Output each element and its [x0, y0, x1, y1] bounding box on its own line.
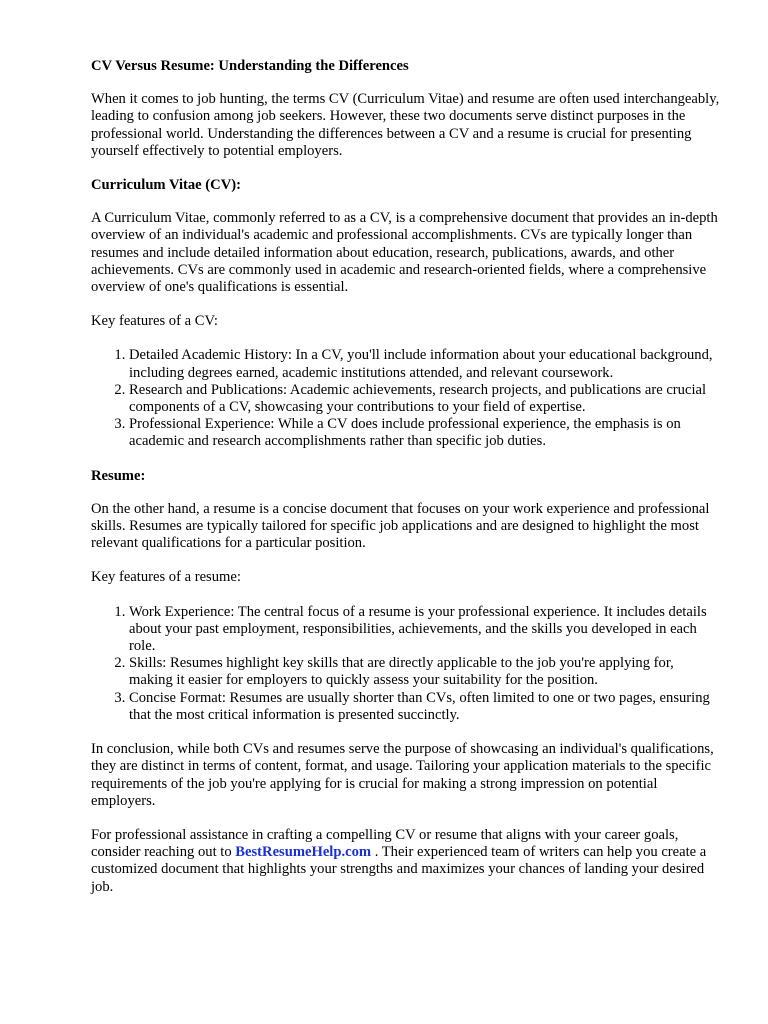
closing-text-before: For professional assistance in crafting a compelling CV or resume that aligns with your career goals, consider reaching out to [91, 826, 679, 861]
list-item: 3. Professional Experience: While a CV does include professional experience, the emphasis is on academic and research accomplishments rather than specific job duties. [129, 416, 721, 450]
list-item: 1. Detailed Academic History: In a CV, you'll include information about your educational background, including degrees earned, academic institutions attended, and relevant coursework. [129, 347, 721, 381]
list-item: 2. Skills: Resumes highlight key skills that are directly applicable to the job you're applying for, making it easier for employers to quickly assess your suitability for the position. [129, 655, 721, 689]
closing-text-after: . Their experienced team of writers can help you create a customized document that highlights your strengths and maximizes your chances of landing your desired job. [91, 844, 707, 895]
conclusion-paragraph: In conclusion, while both CVs and resumes serve the purpose of showcasing an individual's qualifications, they are distinct in terms of content, format, and usage. Tailoring your application materials to the specific requirements of the job you're applying for is crucial for making a strong impression on potential employers. [91, 741, 714, 809]
list-item: 1. Work Experience: The central focus of a resume is your professional experience. It includes details about your past employment, responsibilities, achievements, and the skills you developed in each role. [129, 604, 721, 656]
list-item: 3. Concise Format: Resumes are usually shorter than CVs, often limited to one or two pages, ensuring that the most critical information is presented succinctly. [129, 690, 721, 724]
cv-heading: Curriculum Vitae (CV): [91, 177, 241, 194]
intro-paragraph: When it comes to job hunting, the terms CV (Curriculum Vitae) and resume are often used interchangeably, leading to confusion among job seekers. However, these two documents serve distinct purposes in the professional world. Understanding the differences between a CV and a resume is crucial for presenting yourself effectively to potential employers. [91, 91, 720, 159]
cv-features-label: Key features of a CV: [91, 313, 218, 330]
resume-features-label: Key features of a resume: [91, 569, 241, 586]
closing-paragraph [91, 827, 721, 896]
resume-paragraph: On the other hand, a resume is a concise document that focuses on your work experience and professional skills. Resumes are typically tailored for specific job applications and are designed to highlight the most relevant qualifications for a particular position. [91, 500, 710, 552]
list-item: 2. Research and Publications: Academic achievements, research projects, and publications are crucial components of a CV, showcasing your contributions to your field of expertise. [129, 382, 721, 416]
resume-heading: Resume: [91, 467, 146, 484]
page-title: CV Versus Resume: Understanding the Differences [91, 58, 409, 74]
best-resume-help-link[interactable]: BestResumeHelp.com [235, 844, 372, 861]
cv-paragraph: A Curriculum Vitae, commonly referred to as a CV, is a comprehensive document that provides an in-depth overview of an individual's academic and professional accomplishments. CVs are typically longer than resumes and include detailed information about education, research, publications, awards, and other achievements. CVs are commonly used in academic and research-oriented fields, where a comprehensive overview of one's qualifications is essential. [91, 210, 718, 296]
resume-features-list [91, 604, 721, 724]
cv-features-list [91, 347, 721, 450]
document-page [91, 58, 721, 913]
